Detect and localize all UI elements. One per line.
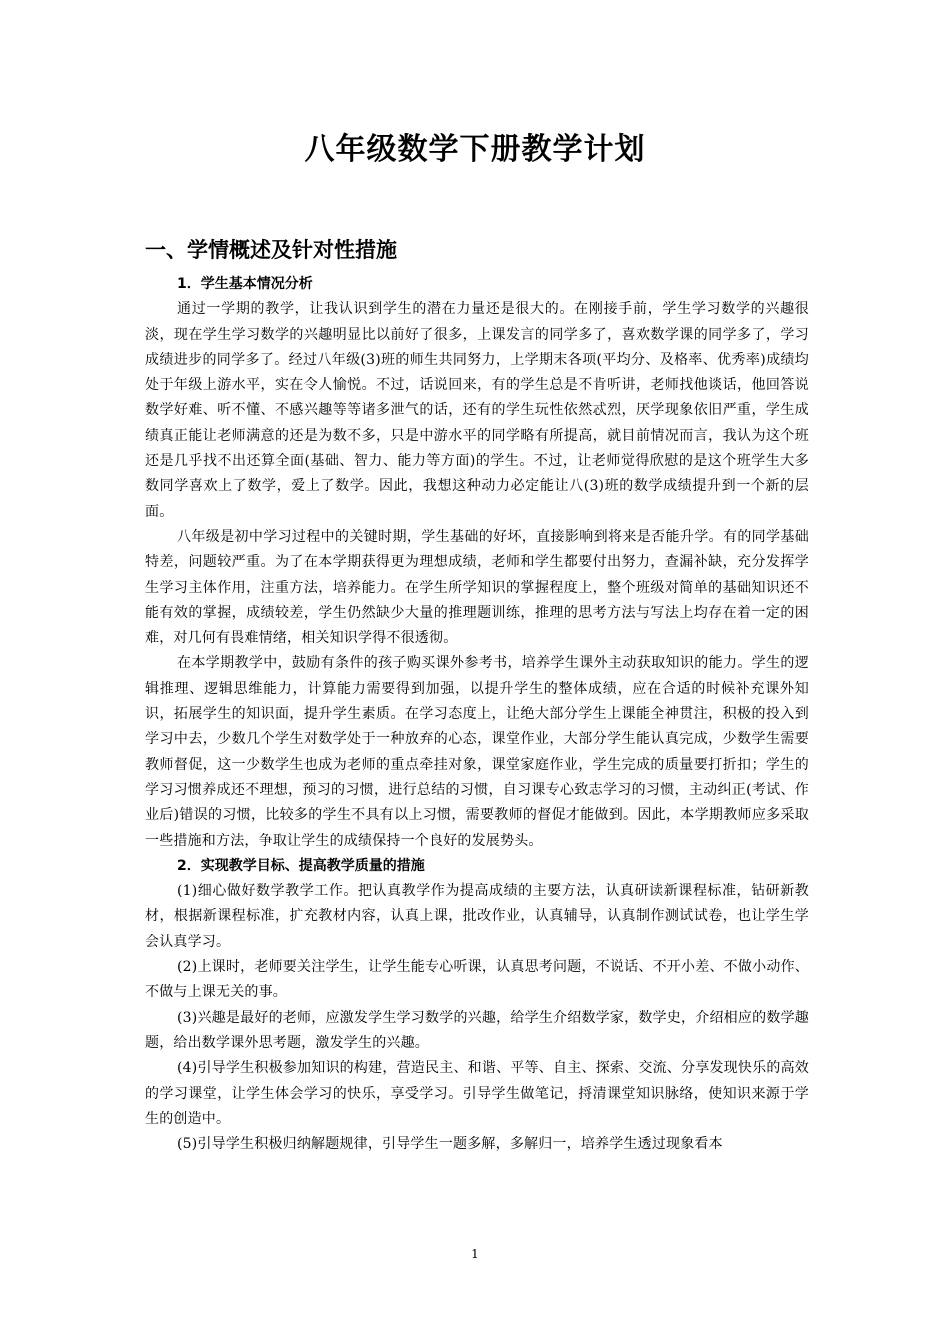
paragraph: (4)引导学生积极参加知识的构建，营造民主、和谐、平等、自主、探索、交流、分享发现快乐的高效的学习课堂，让学生体会学习的快乐，享受学习。引导学生做笔记，捋清课堂知识脉络，使知识来源于学生的创造中。 (145, 1060, 809, 1127)
page-number: 1 (471, 1247, 479, 1261)
document-title: 八年级数学下册教学计划 (304, 132, 646, 167)
paragraph: (3)兴趣是最好的老师，应激发学生学习数学的兴趣，给学生介绍数学家，数学史，介绍相应的数学趣题，给出数学课外思考题，激发学生的兴趣。 (145, 1009, 809, 1051)
paragraph: (1)细心做好数学教学工作。把认真教学作为提高成绩的主要方法，认真研读新课程标准，钻研新教材，根据新课程标准，扩充教材内容，认真上课，批改作业，认真辅导，认真制作测试试卷，也让学生学会认真学习。 (145, 883, 809, 950)
subsection-heading: 1．学生基本情况分析 (177, 276, 313, 292)
paragraph: 通过一学期的教学，让我认识到学生的潜在力量还是很大的。在刚接手前，学生学习数学的兴趣很淡，现在学生学习数学的兴趣明显比以前好了很多，上课发言的同学多了，喜欢数学课的同学多了，学习成绩进步的同学多了。经过八年级(3)班的师生共同努力，上学期末各项(平均分、及格率、优秀率)成绩均处于年级上游水平，实在令人愉悦。不过，话说回来，有的学生总是不肯听讲，老师找他谈话，他回答说数学好难、听不懂、不感兴趣等等诸多泄气的话，还有的学生玩性依然忒烈，厌学现象依旧严重，学生成绩真正能让老师满意的还是为数不多，只是中游水平的同学略有所提高，就目前情况而言，我认为这个班还是几乎找不出还算全面(基础、智力、能力等方面)的学生。不过，让老师觉得欣慰的是这个班学生大多数同学喜欢上了数学，爱上了数学。因此，我想这种动力必定能让八(3)班的数学成绩提升到一个新的层面。 (145, 301, 809, 520)
section-body (145, 272, 809, 1157)
paragraph: 八年级是初中学习过程中的关键时期，学生基础的好坏，直接影响到将来是否能升学。有的同学基础特差，问题较严重。为了在本学期获得更为理想成绩，老师和学生都要付出努力，查漏补缺，充分发挥学生学习主体作用，注重方法，培养能力。在学生所学知识的掌握程度上，整个班级对简单的基础知识还不能有效的掌握，成绩较差，学生仍然缺少大量的推理题训练，推理的思考方法与写法上均存在着一定的困难，对几何有畏难情绪，相关知识学得不很透彻。 (145, 528, 809, 647)
paragraph: (2)上课时，老师要关注学生，让学生能专心听课，认真思考问题，不说话、不开小差、不做小动作、不做与上课无关的事。 (145, 959, 809, 1001)
paragraph: (5)引导学生积极归纳解题规律，引导学生一题多解，多解归一，培养学生透过现象看本 (177, 1136, 723, 1153)
subsection-heading: 2．实现教学目标、提高教学质量的措施 (177, 857, 425, 874)
paragraph: 在本学期教学中，鼓励有条件的孩子购买课外参考书，培养学生课外主动获取知识的能力。学生的逻辑推理、逻辑思维能力，计算能力需要得到加强，以提升学生的整体成绩，应在合适的时候补充课外知识，拓展学生的知识面，提升学生素质。在学习态度上，让绝大部分学生上课能全神贯注，积极的投入到学习中去，少数几个学生对数学处于一种放弃的心态，课堂作业，大部分学生能认真完成，少数学生需要教师督促，这一少数学生也成为老师的重点牵挂对象，课堂家庭作业，学生完成的质量要打折扣；学生的学习习惯养成还不理想，预习的习惯，进行总结的习惯，自习课专心致志学习的习惯，主动纠正(考试、作业后)错误的习惯，比较多的学生不具有以上习惯，需要教师的督促才能做到。因此，本学期教师应多采取一些措施和方法，争取让学生的成绩保持一个良好的发展势头。 (145, 655, 809, 849)
section-heading: 一、学情概述及针对性措施 (145, 238, 397, 262)
